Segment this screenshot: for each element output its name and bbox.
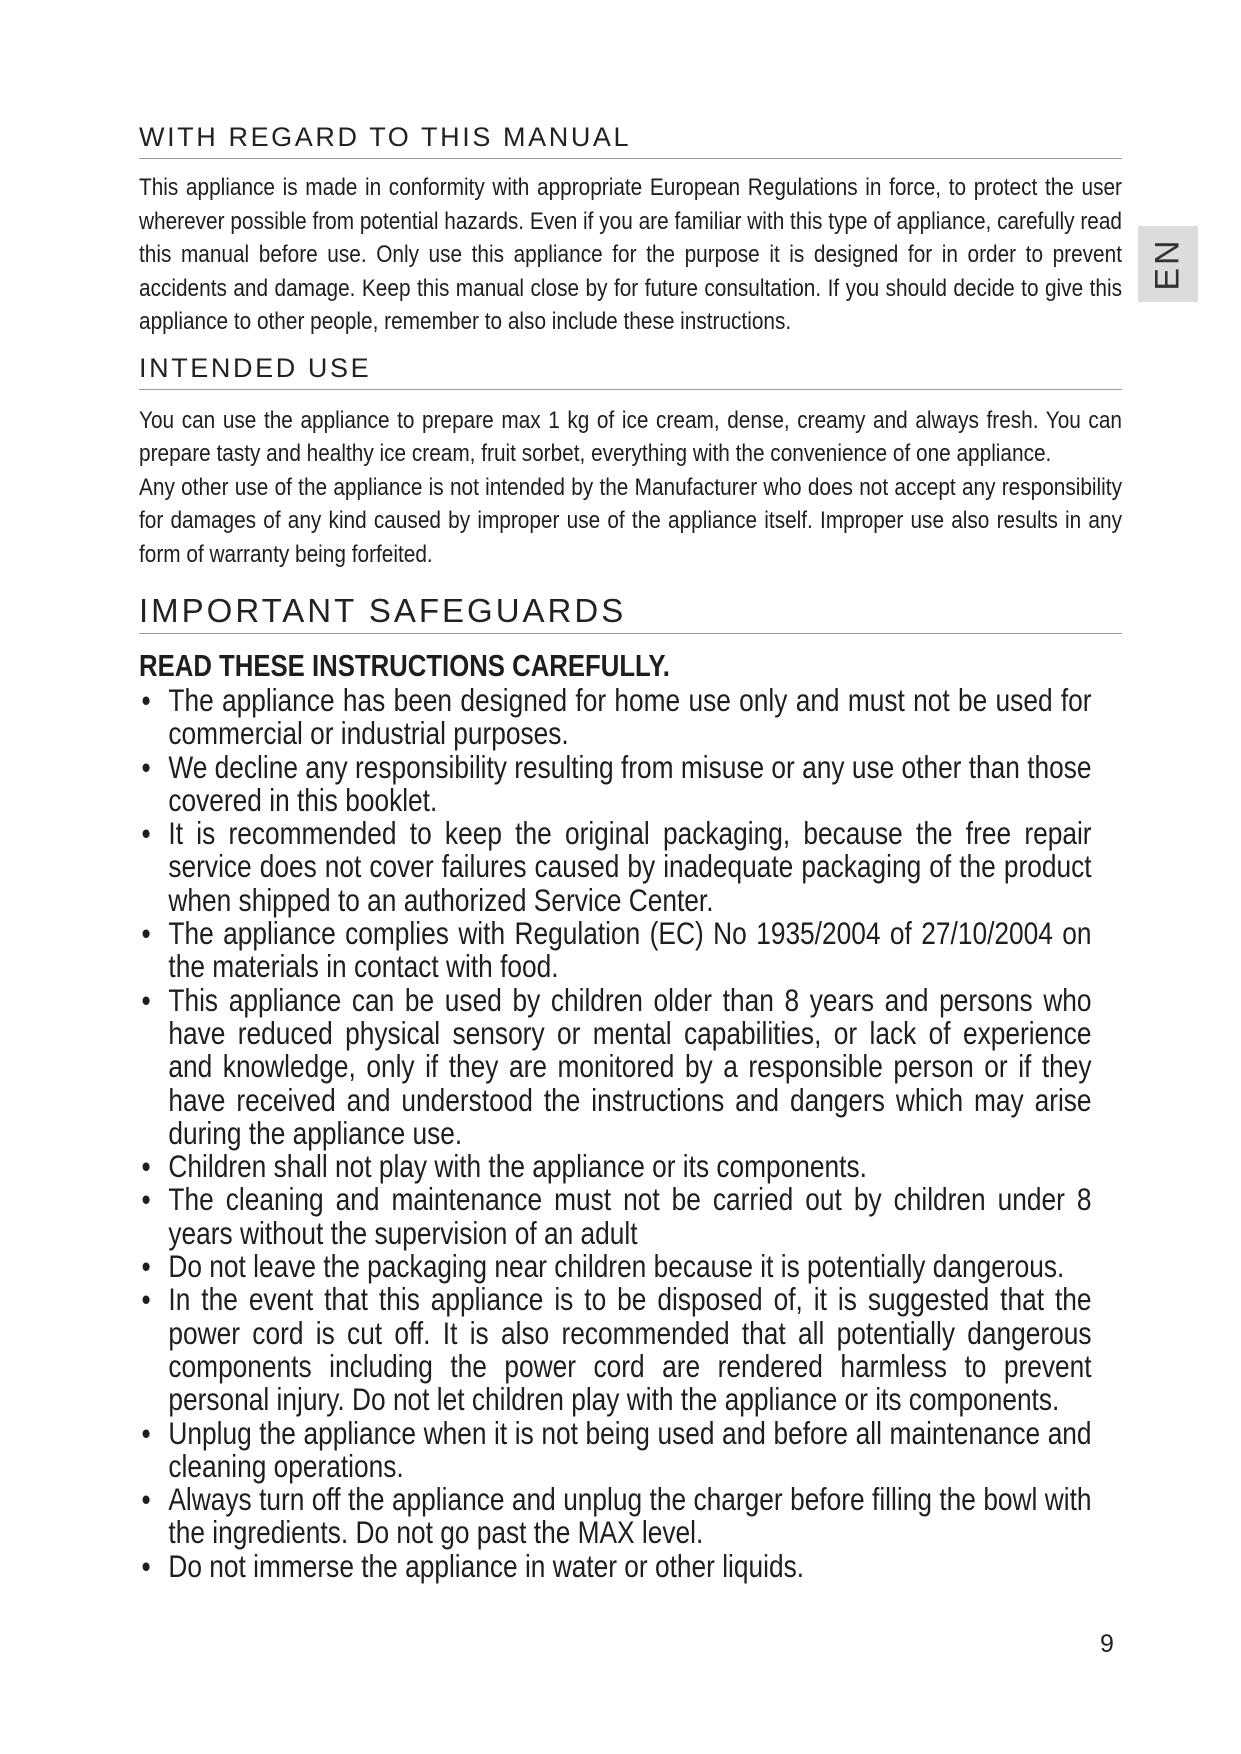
intended-use-body (139, 404, 1122, 572)
page-content (139, 122, 1122, 1583)
bullet-dot: • (141, 1282, 151, 1318)
safeguard-item-text: The appliance has been designed for home use only and must not be used for commercial or industrial purposes. (168, 683, 1092, 752)
intended-use-paragraph-1: You can use the appliance to prepare max 1 kg of ice cream, dense, creamy and always fresh. You can prepare tasty and healthy ice cream, fruit sorbet, everything with the convenience of one appliance. (139, 406, 1122, 467)
safeguard-item (139, 984, 1092, 1150)
language-tab-label: EN (1148, 237, 1187, 291)
safeguard-item (139, 751, 1092, 818)
intended-use-paragraph-2: Any other use of the appliance is not intended by the Manufacturer who does not accept any responsibility for damages of any kind caused by improper use of the appliance itself. Improper use also results in any form of warranty being forfeited. (139, 473, 1122, 568)
safeguard-item (139, 817, 1092, 917)
bullet-dot: • (141, 1182, 151, 1218)
safeguard-item-text: We decline any responsibility resulting from misuse or any use other than those covered in this booklet. (168, 749, 1092, 818)
safeguard-item-text: Do not immerse the appliance in water or other liquids. (168, 1548, 805, 1584)
safeguard-item-text: Do not leave the packaging near children because it is potentially dangerous. (168, 1249, 1065, 1285)
section-title-safeguards: IMPORTANT SAFEGUARDS (139, 593, 1122, 634)
regard-body (139, 171, 1122, 339)
safeguard-item-text: The appliance complies with Regulation (EC) No 1935/2004 of 27/10/2004 on the materials in contact with food. (168, 916, 1092, 985)
safeguard-item (139, 1417, 1092, 1484)
safeguard-item (139, 917, 1092, 984)
safeguard-item-text: The cleaning and maintenance must not be carried out by children under 8 years without the supervision of an adult (168, 1182, 1092, 1251)
bullet-dot: • (141, 1249, 151, 1285)
bullet-dot: • (141, 1415, 151, 1451)
safeguard-item (139, 1283, 1092, 1416)
bullet-dot: • (141, 1482, 151, 1518)
safeguard-item-text: In the event that this appliance is to be disposed of, it is suggested that the power cord is cut off. It is also recommended that all potentially dangerous components including the power cord are rendered harmless to prevent personal injury. Do not let children play with the appliance or its components. (168, 1282, 1092, 1418)
bullet-dot: • (141, 916, 151, 952)
bullet-dot: • (141, 683, 151, 718)
safeguards-subtitle: READ THESE INSTRUCTIONS CAREFULLY. (139, 648, 670, 683)
bullet-dot: • (141, 1548, 151, 1584)
safeguard-item (139, 684, 1092, 751)
bullet-dot: • (141, 816, 151, 852)
safeguard-item (139, 1250, 1092, 1283)
section-title-intended-use: INTENDED USE (139, 353, 1122, 390)
language-tab (1138, 226, 1198, 302)
safeguard-item-text: This appliance can be used by children older than 8 years and persons who have reduced physical sensory or mental capabilities, or lack of experience and knowledge, only if they are monitored by a responsible person or if they have received and understood the instructions and dangers which may arise during the appliance use. (168, 982, 1092, 1151)
safeguard-item (139, 1150, 1092, 1183)
safeguard-item-text: Unplug the appliance when it is not being used and before all maintenance and cleaning operations. (168, 1415, 1092, 1484)
regard-paragraph: This appliance is made in conformity with appropriate European Regulations in force, to protect the user wherever possible from potential hazards. Even if you are familiar with this type of appliance, carefully read this manual before use. Only use this appliance for the purpose it is designed for in order to prevent accidents and damage. Keep this manual close by for future consultation. If you should decide to give this appliance to other people, remember to also include these instructions. (139, 174, 1122, 335)
safeguard-item (139, 1183, 1092, 1250)
safeguard-item-text: Children shall not play with the appliance or its components. (168, 1149, 867, 1185)
safeguard-item (139, 1550, 1092, 1583)
section-title-regard: WITH REGARD TO THIS MANUAL (139, 122, 1122, 159)
bullet-dot: • (141, 1149, 151, 1185)
safeguards-list (139, 684, 1122, 1583)
bullet-dot: • (141, 982, 151, 1018)
safeguard-item-text: Always turn off the appliance and unplug the charger before filling the bowl with the ingredients. Do not go past the MAX level. (168, 1482, 1092, 1551)
safeguard-item (139, 1483, 1092, 1550)
bullet-dot: • (141, 749, 151, 785)
safeguard-item-text: It is recommended to keep the original packaging, because the free repair service does not cover failures caused by inadequate packaging of the product when shipped to an authorized Service Center. (168, 816, 1092, 918)
page-number: 9 (1100, 1630, 1114, 1658)
